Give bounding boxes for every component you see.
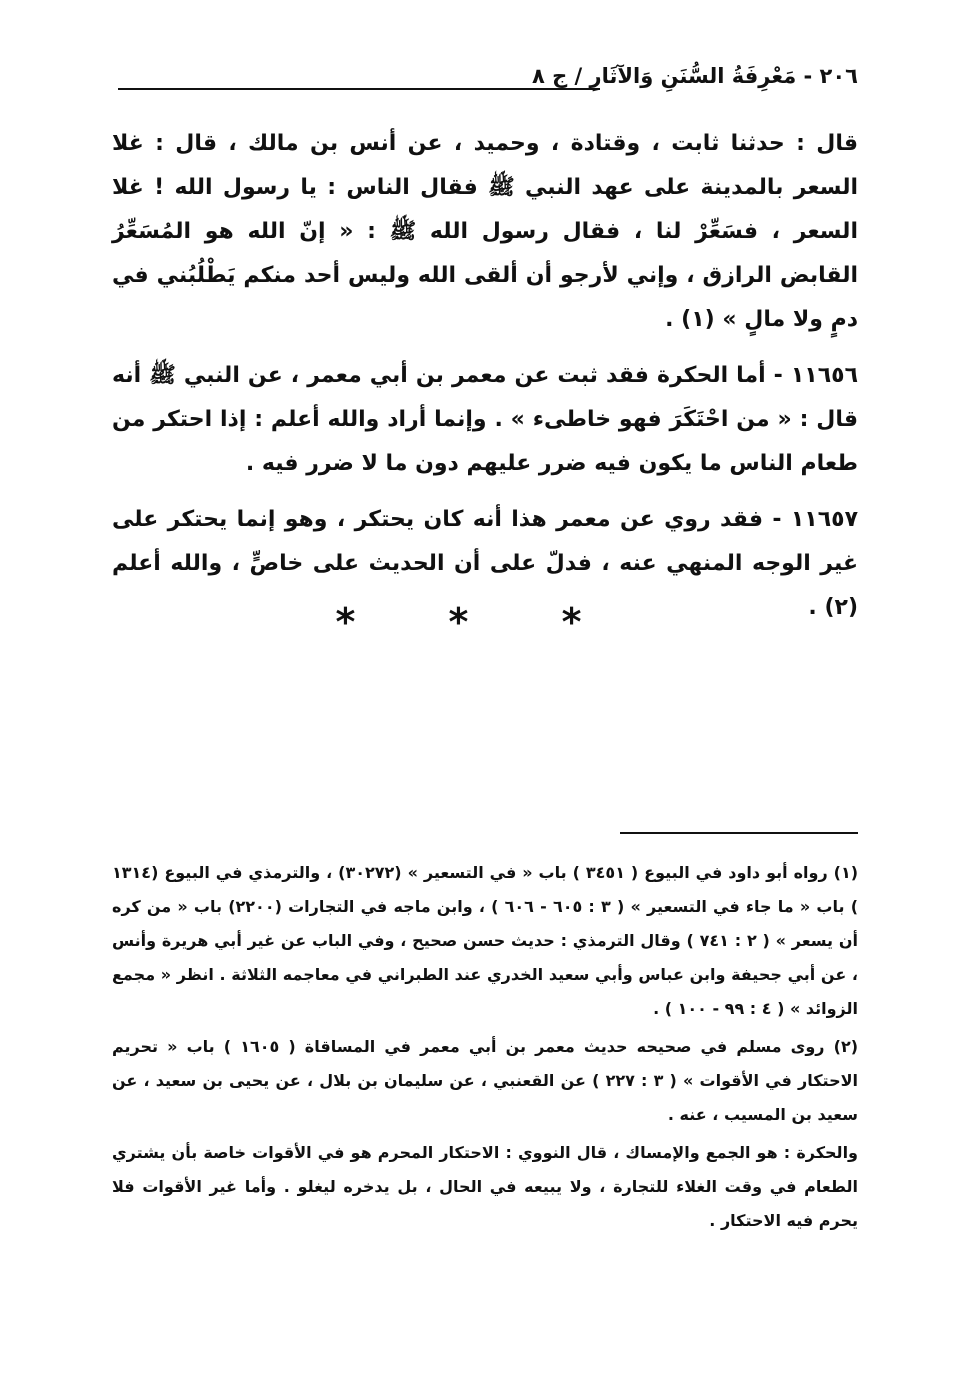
footnotes <box>112 856 858 1242</box>
paragraph-11657: ١١٦٥٧ - فقد روي عن معمر هذا أنه كان يحتكر ، وهو إنما يحتكر على غير الوجه المنهي عنه ، فدلّ على أن الحديث على خاصٍّ ، والله أعلم (٢) . <box>112 507 858 620</box>
paragraph-11656: ١١٦٥٦ - أما الحكرة فقد ثبت عن معمر بن أبي معمر ، عن النبي ﷺ أنه قال : « من احْتَكَرَ فهو خاطىء » . وإنما أراد والله أعلم : إذا احتكر من طعام الناس ما يكون فيه ضرر عليهم دون ما لا ضرر فيه . <box>112 363 858 476</box>
footnote-rule <box>620 832 858 834</box>
header-rule <box>118 88 600 90</box>
running-header <box>118 58 858 98</box>
footnote-note: والحكرة : هو الجمع والإمساك ، قال النووي : الاحتكار المحرم هو في الأقوات خاصة بأن يشتري الطعام في وقت الغلاء للتجارة ، ولا يبيعه في الحال ، بل يدخره ليغلو . وأما غير الأقوات فلا يحرم فيه الاحتكار . <box>112 1143 858 1230</box>
footnote-2: (٢) روى مسلم في صحيحه حديث معمر بن أبي معمر في المساقاة ( ١٦٠٥ ) باب « تحريم الاحتكار في الأقوات » ( ٣ : ٢٢٧ ) عن القعنبي ، عن سليمان بن بلال ، عن يحيى بن سعيد ، عن سعيد بن المسيب ، عنه . <box>112 1037 859 1124</box>
paragraph-hadith-anas: قال : حدثنا ثابت ، وقتادة ، وحميد ، عن أنس بن مالك ، قال : غلا السعر بالمدينة على عهد النبي ﷺ فقال الناس : يا رسول الله ! غلا السعر ، فسَعِّرْ لنا ، فقال رسول الله ﷺ : « إنّ الله هو المُسَعِّرُ القابض الرازق ، وإني لأرجو أن ألقى الله وليس أحد منكم يَطْلُبُني في دمٍ ولا مالٍ » (١) . <box>112 131 858 332</box>
footnote-1: (١) رواه أبو داود في البيوع ( ٣٤٥١ ) باب « في التسعير » (٣٠٢٧٢) ، والترمذي في البيوع (١٣١٤ ) باب « ما جاء في التسعير » ( ٣ : ٦٠٥ - ٦٠٦ ) ، وابن ماجه في التجارات (٢٢٠٠) باب « من كره أن يسعر » ( ٢ : ٧٤١ ) وقال الترمذي : حديث حسن صحيح ، وفي الباب عن غير أبي هريرة وأنس ، عن أبي جحيفة وابن عباس وأبي سعيد الخدري عند الطبراني في معاجمه الثلاثة . انظر « مجمع الزوائد » ( ٤ : ٩٩ - ١٠٠ ) . <box>112 863 859 1018</box>
header-title: ٢٠٦ - مَعْرِفَةُ السُّنَنِ وَالآثَارِ / ج ٨ <box>531 64 858 88</box>
section-separator: * * * <box>335 600 622 644</box>
main-text <box>112 122 858 642</box>
